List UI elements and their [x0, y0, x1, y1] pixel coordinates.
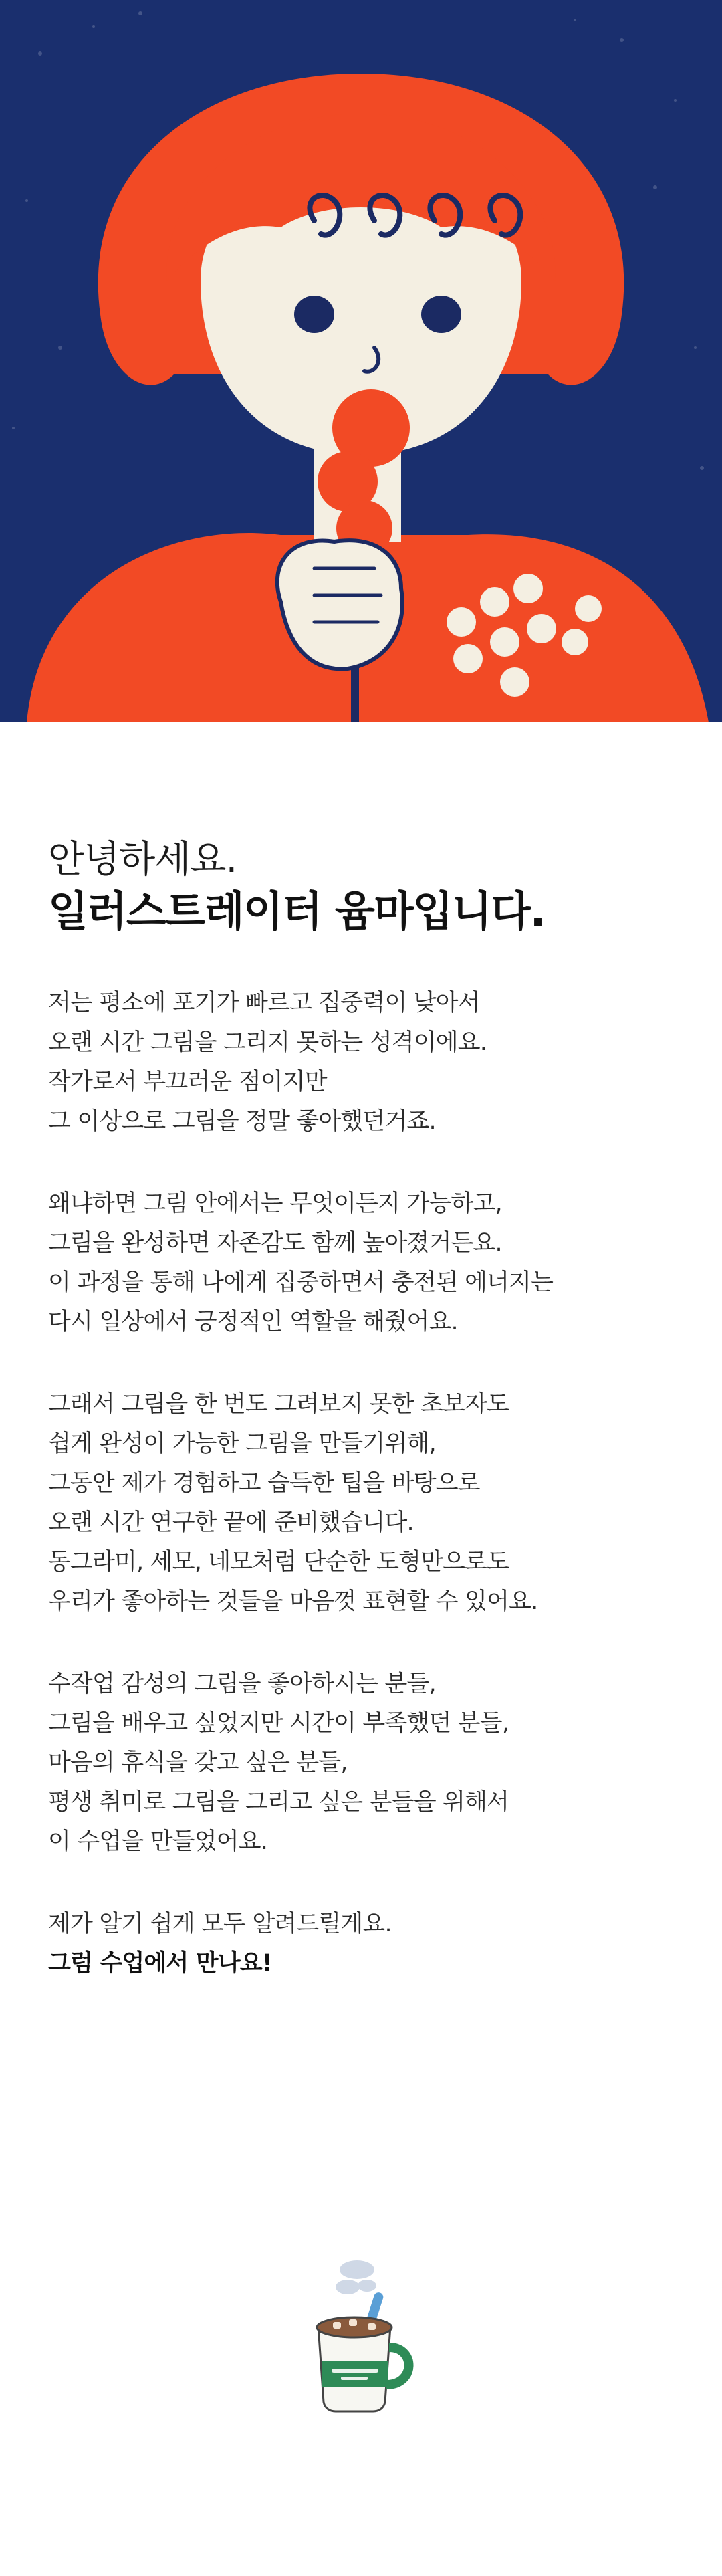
paragraph-line: 다시 일상에서 긍정적인 역할을 해줬어요. [48, 1309, 458, 1336]
hero-illustration [0, 0, 722, 722]
closing-line: 제가 알기 쉽게 모두 알려드릴게요. [48, 1911, 392, 1938]
paragraph-line: 왜냐하면 그림 안에서는 무엇이든지 가능하고, [48, 1190, 502, 1218]
headline: 일러스트레이터 윰마입니다. [48, 886, 545, 936]
paragraph-line: 그림을 배우고 싶었지만 시간이 부족했던 분들, [48, 1710, 509, 1737]
paragraph-line: 오랜 시간 연구한 끝에 준비했습니다. [48, 1509, 414, 1537]
paragraph-line: 그림을 완성하면 자존감도 함께 높아졌거든요. [48, 1230, 502, 1257]
closing [48, 1905, 677, 1983]
paragraph [48, 1385, 677, 1622]
paragraph [48, 1184, 677, 1342]
closing-bold-line: 그럼 수업에서 만나요! [48, 1950, 273, 1977]
paragraph [48, 1665, 677, 1862]
paragraph-line: 작가로서 부끄러운 점이지만 [48, 1069, 327, 1096]
paragraph-line: 그래서 그림을 한 번도 그려보지 못한 초보자도 [48, 1391, 509, 1418]
paragraph-line: 그 이상으로 그림을 정말 좋아했던거죠. [48, 1108, 436, 1136]
paragraph-line: 오랜 시간 그림을 그리지 못하는 성격이에요. [48, 1029, 487, 1057]
greeting: 안녕하세요. [48, 838, 237, 881]
paragraph-line: 동그라미, 세모, 네모처럼 단순한 도형만으로도 [48, 1549, 509, 1576]
hot-cocoa-mug-icon [304, 2254, 418, 2414]
paragraph-line: 평생 취미로 그림을 그리고 싶은 분들을 위해서 [48, 1789, 509, 1816]
paragraph-line: 이 수업을 만들었어요. [48, 1828, 268, 1856]
paragraph-line: 마음의 휴식을 갖고 싶은 분들, [48, 1749, 348, 1777]
paragraph-line: 그동안 제가 경험하고 습득한 팁을 바탕으로 [48, 1470, 480, 1497]
girl-eating-dango-illustration [0, 0, 722, 722]
hot-cocoa-mug [304, 2254, 418, 2414]
paragraph-line: 우리가 좋아하는 것들을 마음껏 표현할 수 있어요. [48, 1588, 538, 1616]
paragraph-line: 저는 평소에 포기가 빠르고 집중력이 낮아서 [48, 990, 480, 1017]
intro-section [48, 836, 677, 2026]
paragraph-line: 쉽게 완성이 가능한 그림을 만들기위해, [48, 1430, 436, 1458]
paragraph [48, 984, 677, 1142]
paragraph-line: 수작업 감성의 그림을 좋아하시는 분들, [48, 1671, 436, 1698]
paragraph-line: 이 과정을 통해 나에게 집중하면서 충전된 에너지는 [48, 1269, 554, 1297]
